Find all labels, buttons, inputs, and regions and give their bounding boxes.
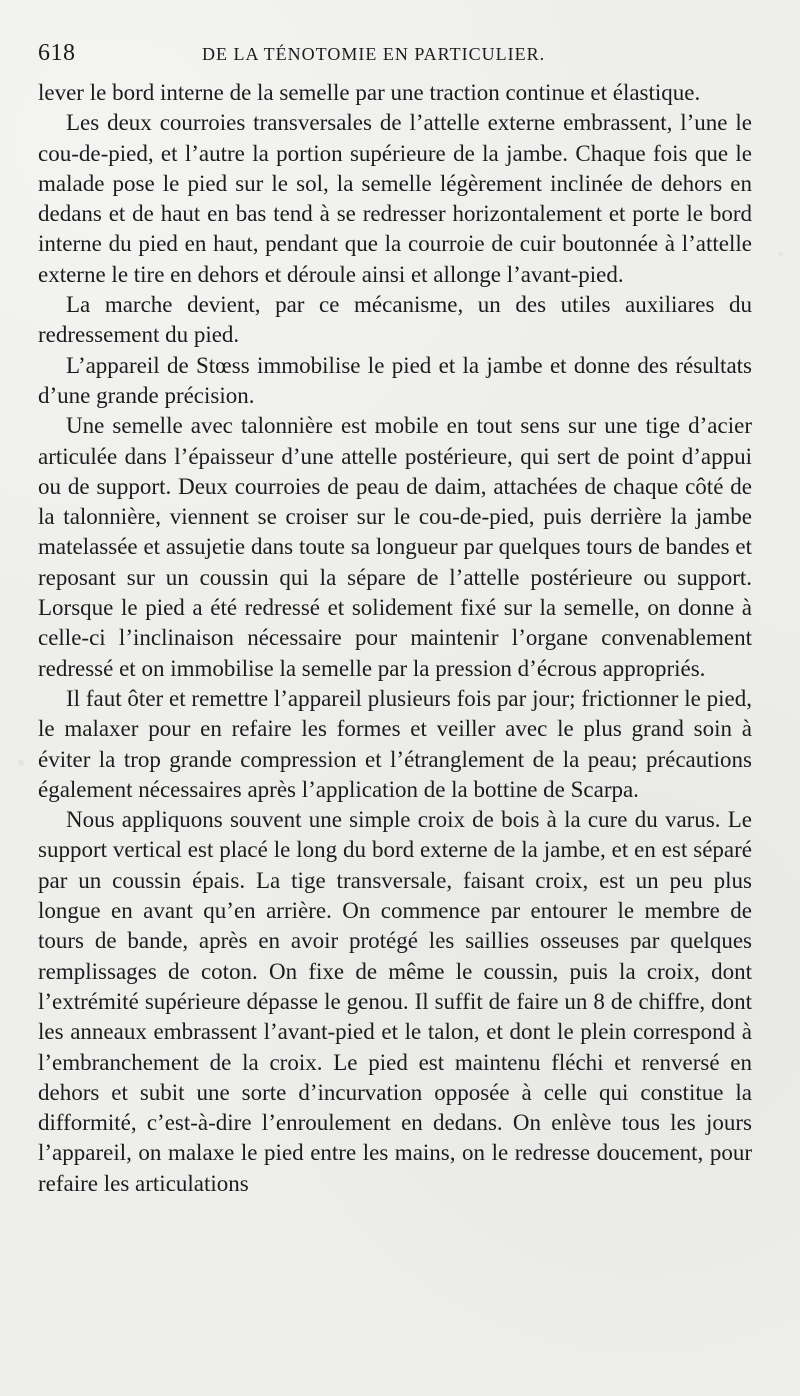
scan-smudge (18, 760, 24, 766)
paragraph-removal: Il faut ôter et remettre l’appareil plusieurs fois par jour; frictionner le pied, le malaxer pour en refaire les formes et veiller avec le plus grand soin à éviter la trop grande compression et l’étranglement de la peau; précautions également nécessaires après l’application de la bottine de Scarpa. (38, 685, 752, 802)
paragraph-continued: lever le bord interne de la semelle par une traction continue et élastique. (38, 80, 701, 105)
paragraph-stoess-device: L’appareil de Stœss immobilise le pied et la jambe et donne des résultats d’une grande précision. (38, 352, 752, 408)
scan-smudge (778, 252, 783, 257)
page-header (38, 34, 752, 74)
paragraph-wooden-cross: Nous appliquons souvent une simple croix de bois à la cure du varus. Le support vertical est placé le long du bord externe de la jambe, et en est séparé par un coussin épais. La tige transversale, faisant croix, est un peu plus longue en avant qu’en arrière. On commence par entourer le membre de tours de bande, après en avoir protégé les saillies osseuses par quelques remplissages de coton. On fixe de même le coussin, puis la croix, dont l’extrémité supérieure dépasse le genou. Il suffit de faire un 8 de chiffre, dont les anneaux embrassent l’avant-pied et le talon, et dont le plein correspond à l’embranchement de la croix. Le pied est maintenu fléchi et renversé en dehors et subit une sorte d’incurvation opposée à celle qui constitue la difformité, c’est-à-dire l’enroulement en dedans. On enlève tous les jours l’appareil, on malaxe le pied entre les mains, on le redresse doucement, pour refaire les articulations (38, 807, 752, 1196)
paragraph-walking: La marche devient, par ce mécanisme, un des utiles auxiliares du redressement du pied. (38, 292, 752, 348)
page-number: 618 (38, 40, 76, 66)
page-body (38, 78, 752, 1199)
running-head: DE LA TÉNOTOMIE EN PARTICULIER. (202, 44, 546, 64)
paragraph-sole-description: Une semelle avec talonnière est mobile en tout sens sur une tige d’acier articulée dans l’épaisseur d’une attelle postérieure, qui sert de point d’appui ou de support. Deux courroies de peau de daim, attachées de chaque côté de la talonnière, viennent se croiser sur le cou-de-pied, puis derrière la jambe matelassée et assujetie dans toute sa longueur par quelques tours de bandes et reposant sur un coussin qui la sépare de l’attelle postérieure ou support. Lorsque le pied a été redressé et solidement fixé sur la semelle, on donne à celle-ci l’inclinaison nécessaire pour maintenir l’organe convenablement redressé et on immobilise la semelle par la pression d’écrous appropriés. (38, 413, 752, 681)
paragraph-straps: Les deux courroies transversales de l’attelle externe embrassent, l’une le cou-de-pied, et l’autre la portion supérieure de la jambe. Chaque fois que le malade pose le pied sur le sol, la semelle légèrement inclinée de dehors en dedans et de haut en bas tend à se redresser horizontalement et porte le bord interne du pied en haut, pendant que la courroie de cuir boutonnée à l’attelle externe le tire en dehors et déroule ainsi et allonge l’avant-pied. (38, 110, 752, 287)
